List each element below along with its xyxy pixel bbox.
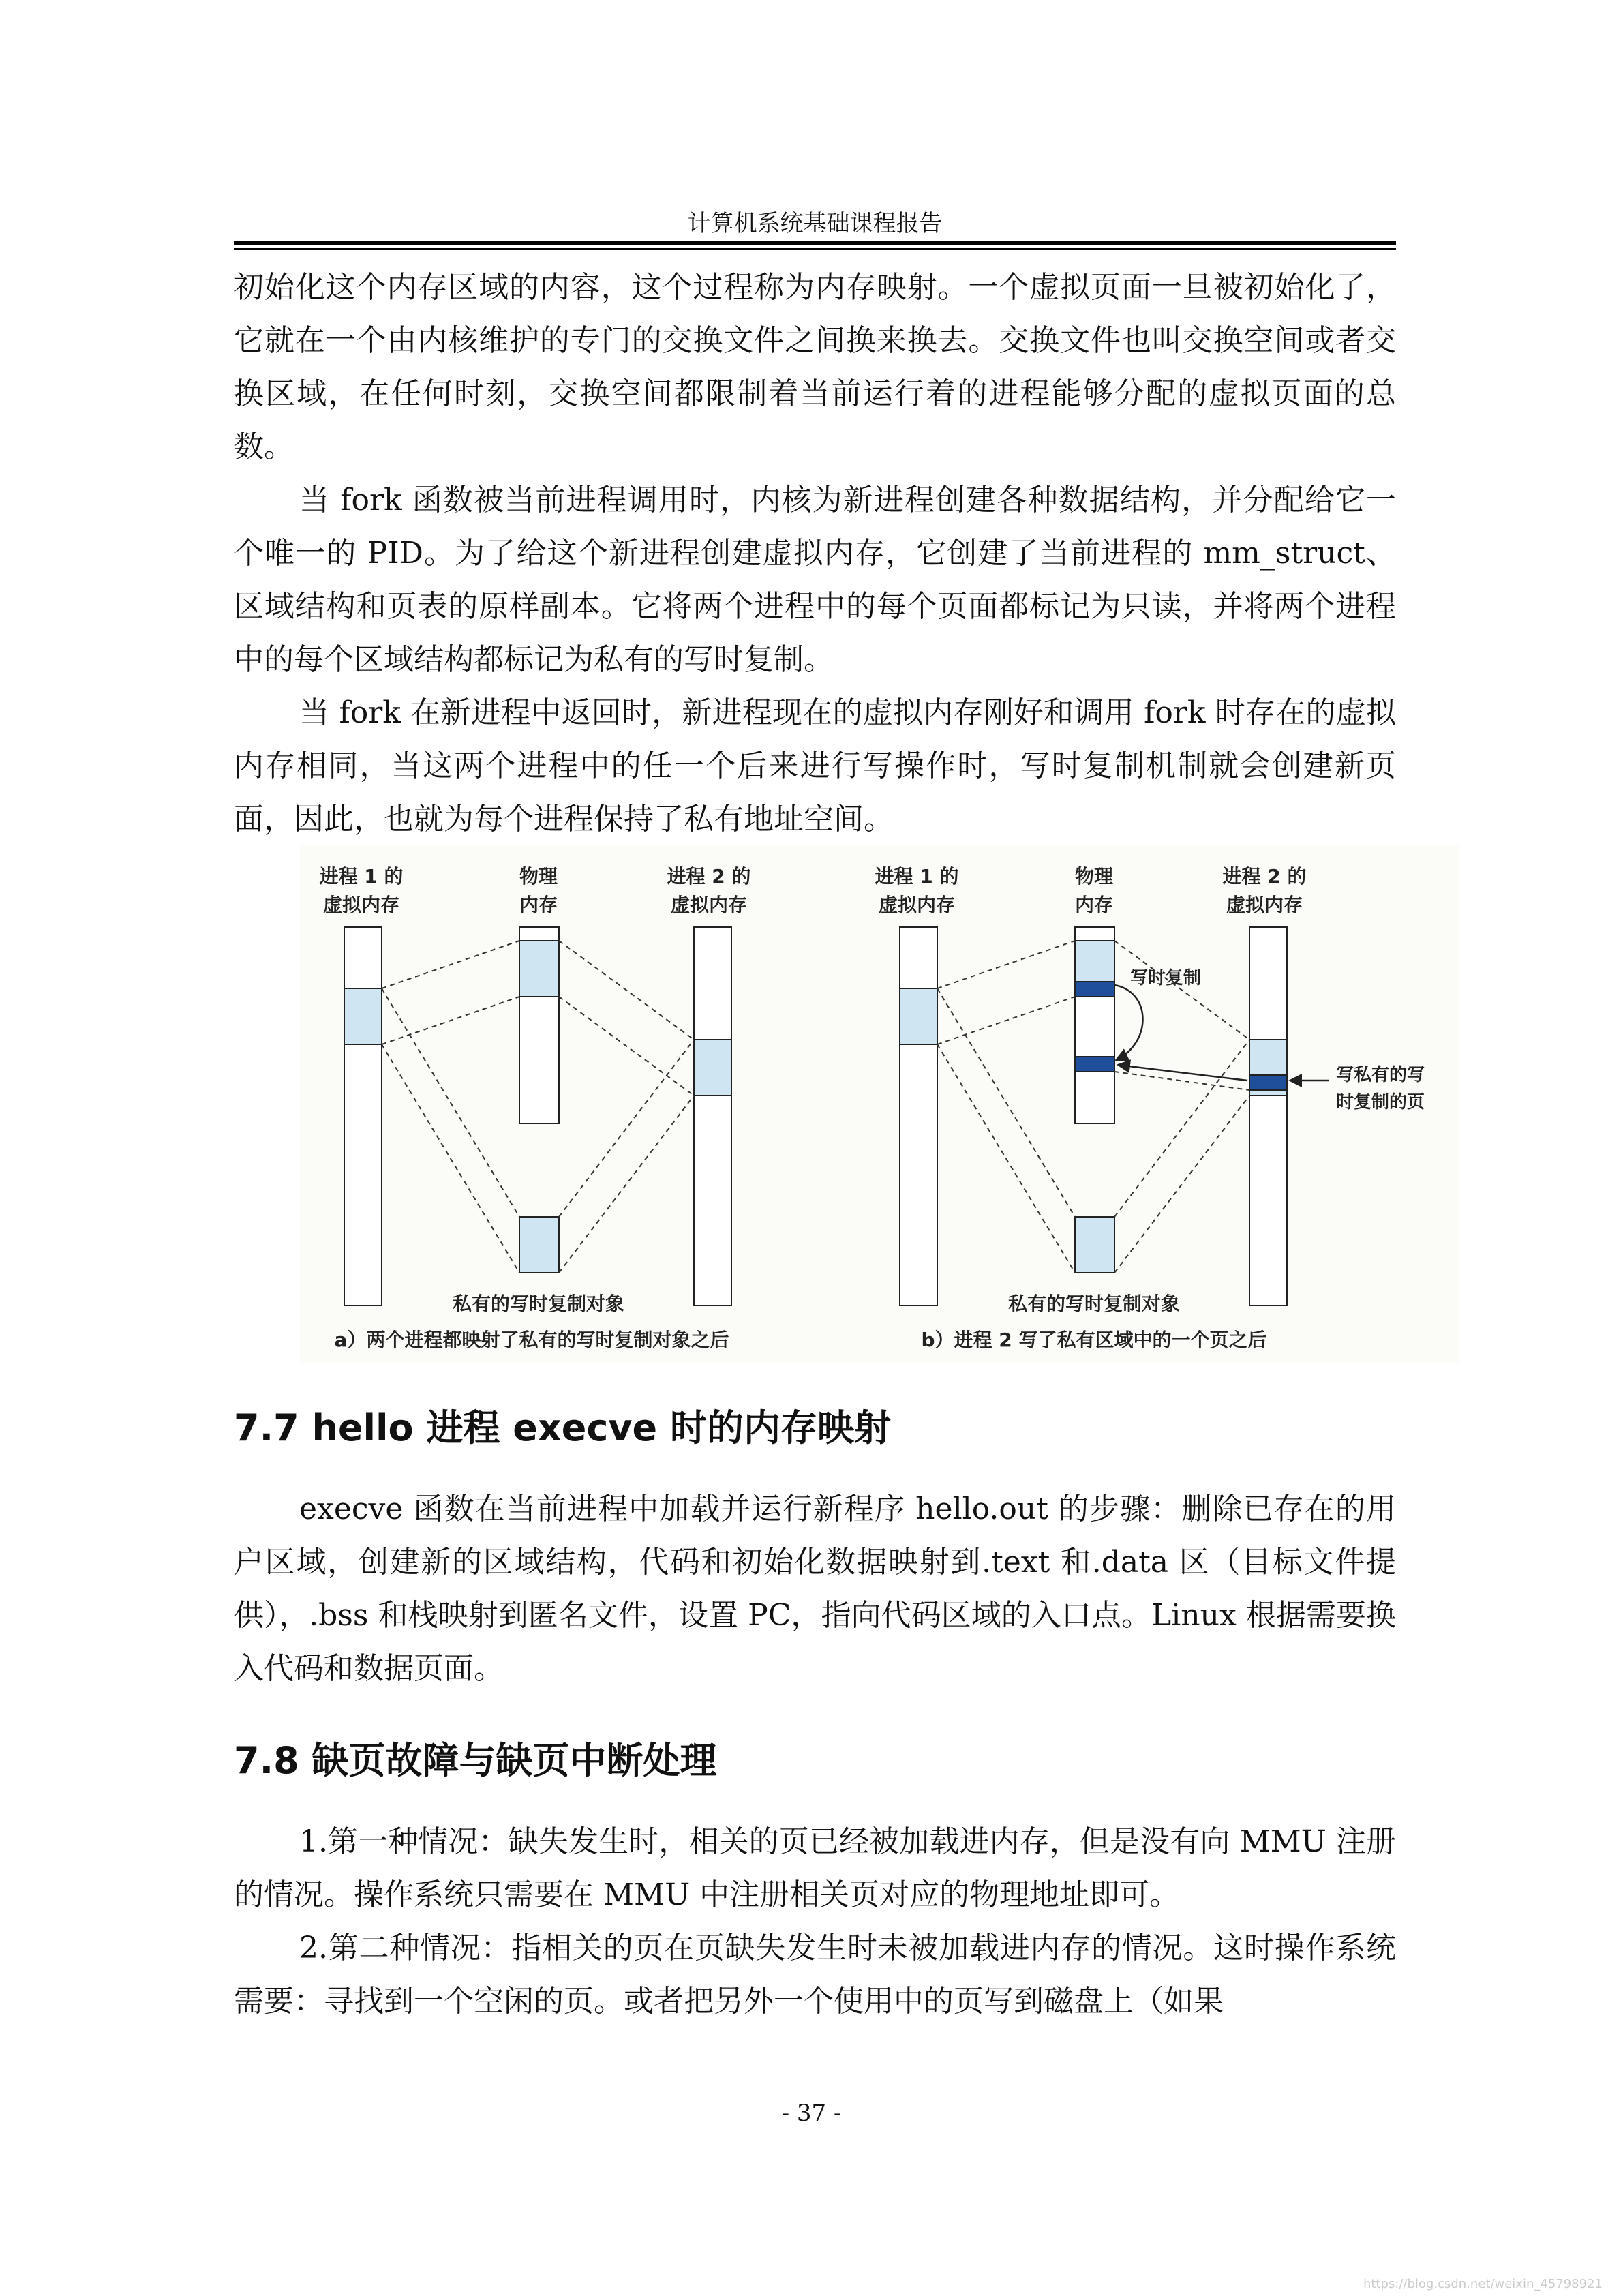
panel-a-proc1-label-line1: 进程 1 的	[319, 865, 404, 888]
panel-b-phys-label-line2: 内存	[1074, 894, 1114, 916]
panel-b-proc2-column	[1249, 927, 1287, 1305]
header-rule-thick	[234, 241, 1396, 245]
page-number: - 37 -	[781, 2100, 842, 2127]
intro-paragraph-2: 当 fork 函数被当前进程调用时，内核为新进程创建各种数据结构，并分配给它一个唯一的 PID。为了给这个新进程创建虚拟内存，它创建了当前进程的 mm_struct、区域结构和页表的原样副本。它将两个进程中的每个页面都标记为只读，并将两个进程中的每个区域结构都标记为私有的写时复制。	[234, 483, 1396, 677]
panel-b-copied-page	[1075, 1057, 1114, 1072]
copy-on-write-figure	[300, 845, 1459, 1363]
section-7-7-heading: 7.7 hello 进程 execve 时的内存映射	[234, 1406, 891, 1449]
panel-a-caption: a）两个进程都映射了私有的写时复制对象之后	[334, 1329, 729, 1351]
panel-a-proc2-label-line2: 虚拟内存	[670, 894, 748, 916]
panel-b-caption: b）进程 2 写了私有区域中的一个页之后	[921, 1329, 1267, 1351]
panel-a-proc2-region	[694, 1040, 731, 1096]
panel-a-proc1-column	[344, 927, 382, 1305]
panel-a-proc1-region	[344, 988, 382, 1044]
panel-b-proc1-region	[900, 988, 937, 1044]
watermark: https://blog.csdn.net/weixin_45798921	[1363, 2277, 1603, 2291]
copy-on-write-diagram	[300, 845, 1459, 1363]
panel-b-proc1-column	[900, 927, 937, 1305]
panel-b-proc1-label-line2: 虚拟内存	[878, 894, 956, 916]
running-header: 计算机系统基础课程报告	[687, 210, 943, 237]
panel-b-written-page	[1249, 1075, 1287, 1090]
section-7-8-paragraph-1: 1.第一种情况：缺失发生时，相关的页已经被加载进内存，但是没有向 MMU 注册的情况。操作系统只需要在 MMU 中注册相关页对应的物理地址即可。	[234, 1824, 1396, 1912]
intro-paragraph-1: 初始化这个内存区域的内容，这个过程称为内存映射。一个虚拟页面一旦被初始化了，它就在一个由内核维护的专门的交换文件之间换来换去。交换文件也叫交换空间或者交换区域，在任何时刻，交换空间都限制着当前运行着的进程能够分配的虚拟页面的总数。	[234, 270, 1396, 464]
section-7-8-paragraph-2: 2.第二种情况：指相关的页在页缺失发生时未被加载进内存的情况。这时操作系统需要：寻找到一个空闲的页。或者把另外一个使用中的页写到磁盘上（如果	[234, 1931, 1396, 2019]
panel-b-original-page	[1075, 982, 1114, 997]
panel-a-object-label: 私有的写时复制对象	[452, 1293, 625, 1315]
panel-a-proc2-column	[694, 927, 731, 1305]
panel-a-phys-page	[519, 941, 559, 997]
panel-b-write-label-line1: 写私有的写	[1336, 1065, 1425, 1085]
panel-b-object-label: 私有的写时复制对象	[1007, 1293, 1181, 1315]
intro-paragraph-3: 当 fork 在新进程中返回时，新进程现在的虚拟内存刚好和调用 fork 时存在的虚拟内存相同，当这两个进程中的任一个后来进行写操作时，写时复制机制就会创建新页面，因此，也就为每个进程保持了私有地址空间。	[234, 695, 1396, 836]
panel-b-cow-label: 写时复制	[1129, 968, 1202, 988]
panel-a-cow-object	[519, 1217, 559, 1273]
panel-a-phys-label-line1: 物理	[519, 865, 558, 888]
header-rule-thin	[234, 248, 1396, 250]
panel-a-proc1-label-line2: 虚拟内存	[322, 894, 400, 916]
section-7-7-paragraph: execve 函数在当前进程中加载并运行新程序 hello.out 的步骤：删除已存在的用户区域，创建新的区域结构，代码和初始化数据映射到.text 和.data 区（目标文件提供），.bss 和栈映射到匿名文件，设置 PC，指向代码区域的入口点。Linux 根据需要换入代码和数据页面。	[234, 1492, 1396, 1686]
panel-b-cow-arrow	[1114, 985, 1143, 1060]
section-7-8-heading: 7.8 缺页故障与缺页中断处理	[234, 1739, 717, 1782]
panel-b-proc2-label-line1: 进程 2 的	[1222, 865, 1307, 888]
panel-a-phys-label-line2: 内存	[519, 894, 558, 916]
panel-b	[875, 865, 1425, 1351]
panel-b-cow-object	[1075, 1217, 1114, 1273]
panel-a-proc2-label-line1: 进程 2 的	[667, 865, 751, 888]
panel-b-proc1-label-line1: 进程 1 的	[875, 865, 959, 888]
panel-b-write-label-line2: 时复制的页	[1336, 1092, 1425, 1113]
panel-b-proc2-label-line2: 虚拟内存	[1226, 894, 1303, 916]
panel-a	[320, 865, 751, 1351]
panel-b-phys-label-line1: 物理	[1074, 865, 1114, 888]
